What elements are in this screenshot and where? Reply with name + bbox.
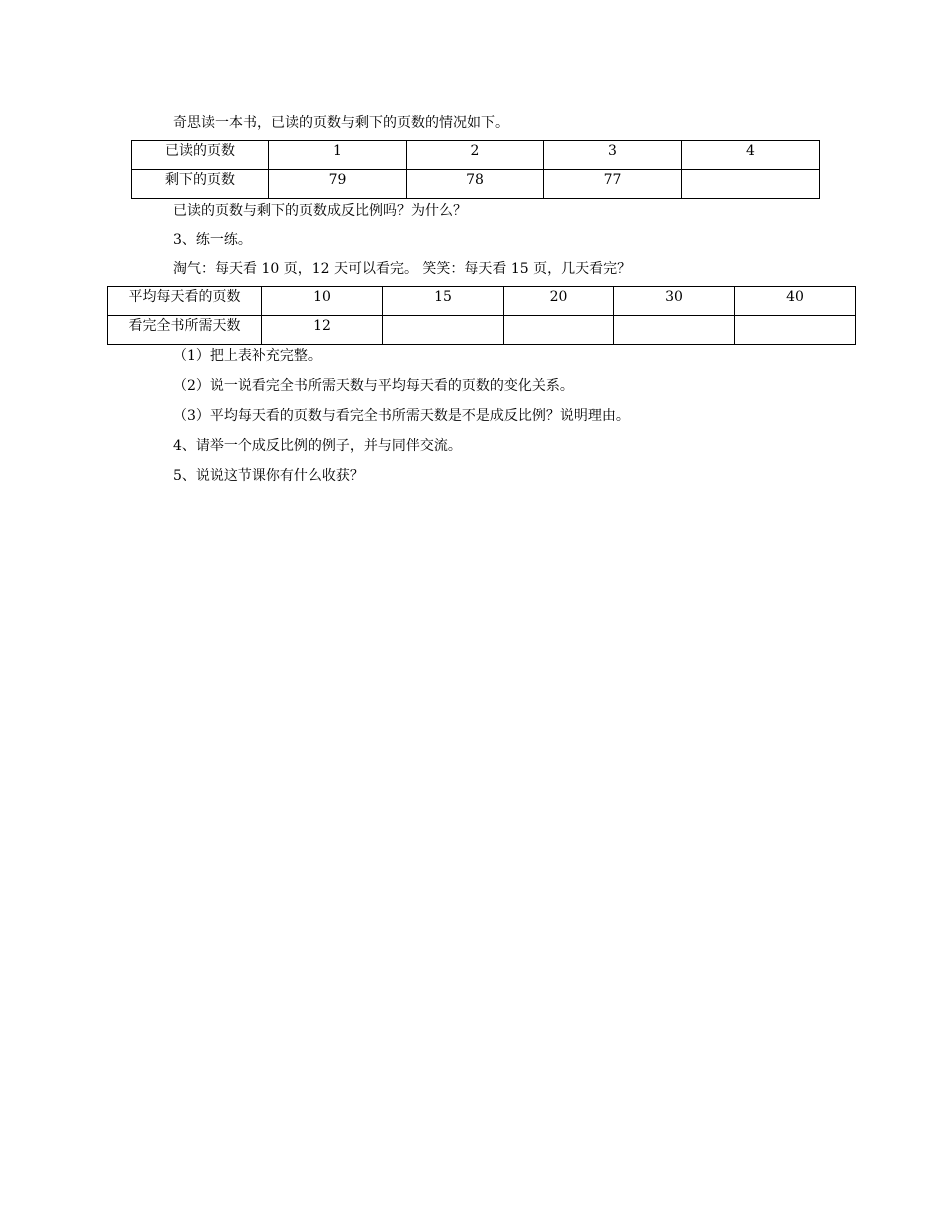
table-cell: 12 (262, 316, 383, 345)
section-heading: 4、请举一个成反比例的例子，并与同伴交流。 (173, 438, 462, 454)
table-cell (383, 316, 504, 345)
task-item: （1）把上表补充完整。 (173, 348, 322, 364)
row-header: 平均每天看的页数 (108, 287, 262, 316)
table-cell (504, 316, 614, 345)
table-cell: 10 (262, 287, 383, 316)
table-cell (614, 316, 735, 345)
table-cell: 30 (614, 287, 735, 316)
intro-text: 奇思读一本书，已读的页数与剩下的页数的情况如下。 (173, 115, 509, 131)
table-cell: 2 (407, 141, 544, 170)
table-row (132, 170, 820, 199)
row-header: 看完全书所需天数 (108, 316, 262, 345)
table-cell: 78 (407, 170, 544, 199)
table-cell: 1 (269, 141, 407, 170)
problem-text: 淘气：每天看 10 页，12 天可以看完。 笑笑：每天看 15 页，几天看完？ (173, 261, 632, 277)
section-heading: 5、说说这节课你有什么收获？ (173, 468, 364, 484)
reading-pages-table (131, 140, 820, 199)
section-heading: 3、练一练。 (173, 232, 252, 248)
task-item: （2）说一说看完全书所需天数与平均每天看的页数的变化关系。 (173, 378, 574, 394)
row-header: 已读的页数 (132, 141, 269, 170)
table-cell: 3 (544, 141, 682, 170)
task-item: （3）平均每天看的页数与看完全书所需天数是不是成反比例？说明理由。 (173, 408, 630, 424)
table-cell: 20 (504, 287, 614, 316)
table-row (132, 141, 820, 170)
table-cell: 77 (544, 170, 682, 199)
daily-reading-table (107, 286, 856, 345)
table-cell: 79 (269, 170, 407, 199)
row-header: 剩下的页数 (132, 170, 269, 199)
table-row (108, 316, 856, 345)
table-cell: 40 (735, 287, 856, 316)
table-cell (735, 316, 856, 345)
table-cell: 4 (682, 141, 820, 170)
table-row (108, 287, 856, 316)
table-cell (682, 170, 820, 199)
table-cell: 15 (383, 287, 504, 316)
question-text: 已读的页数与剩下的页数成反比例吗？为什么？ (173, 203, 467, 219)
